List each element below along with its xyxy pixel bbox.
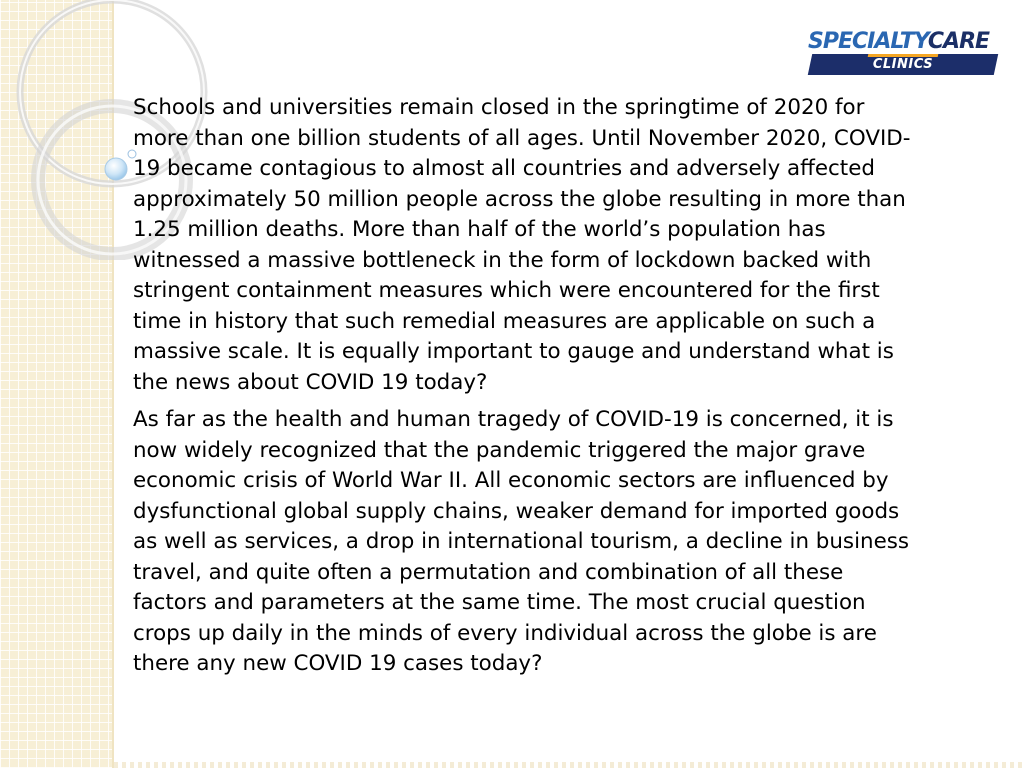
paragraph-1: Schools and universities remain closed in the springtime of 2020 for more than one billion students of all ages. Until November 2020, COVID-19 became contagious to almost all countries and adversely affected approximately 50 million people across the globe resulting in more than 1.25 million deaths. More than half of the world’s population has witnessed a massive bottleneck in the form of lockdown backed with stringent containment measures which were encountered for the first time in history that such remedial measures are applicable on such a massive scale. It is equally important to gauge and understand what is the news about COVID 19 today? (133, 95, 911, 395)
logo-care-text: CARE (927, 29, 990, 54)
specialty-care-clinics-logo (808, 28, 998, 78)
blue-bubble-large (105, 158, 127, 180)
decorative-bottom-strip (114, 762, 1024, 768)
logo-wordmark (808, 28, 989, 56)
logo-specialty-text: SPECIALTY (808, 29, 928, 54)
paragraph-2: As far as the health and human tragedy of COVID-19 is concerned, it is now widely recognized that the pandemic triggered the major grave economic crisis of World War II. All economic sectors are influenced by dysfunctional global supply chains, weaker demand for imported goods as well as services, a drop in international tourism, a decline in business travel, and quite often a permutation and combination of all these factors and parameters at the same time. The most crucial question crops up daily in the minds of every individual across the globe is are there any new COVID 19 cases today? (133, 407, 910, 676)
body-text (133, 93, 923, 687)
logo-clinics-text: CLINICS (872, 57, 934, 72)
